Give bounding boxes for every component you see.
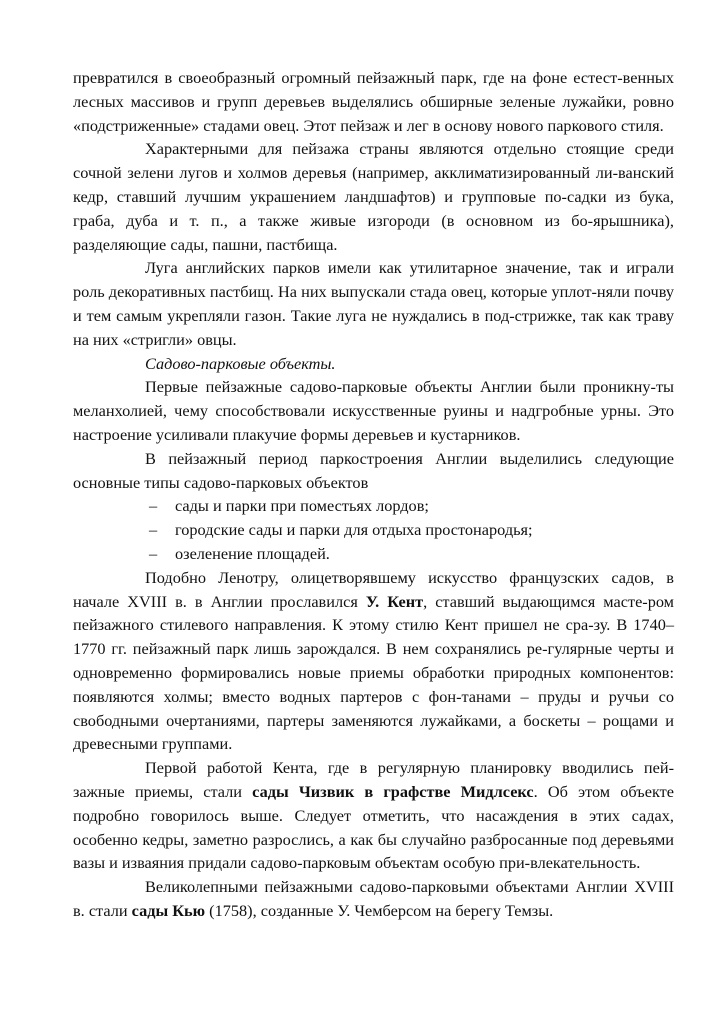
paragraph-3: Луга английских парков имели как утилитарное значение, так и играли роль декоративных пастбищ. На них выпускали стада овец, которые уплот-няли почву и тем самым укрепляли газон. Такие луга не нуждались в под-стрижке, так как траву на них «стригли» овцы. <box>73 258 674 349</box>
list-dash: – <box>149 496 158 516</box>
park-types-list <box>73 494 674 565</box>
list-item <box>73 542 674 566</box>
paragraph-8-text-a: Великолепными пейзажными садово-парковыми объектами Англии XVIII в. стали <box>73 877 674 920</box>
name-kent: У. Кент <box>365 591 424 611</box>
list-item-text: городские сады и парки для отдыха простонародья; <box>175 520 533 540</box>
paragraph-6-text-a: Подобно Ленотру, олицетворявшему искусство французских садов, в начале XVIII в. в Англии прославился <box>73 567 674 611</box>
kew-gardens-term: сады Кью <box>131 900 206 920</box>
paragraph-2: Характерными для пейзажа страны являются отдельно стоящие среди сочной зелени лугов и холмов деревья (например, акклиматизированный ли-ванский кедр, ставший лучшим украшением ландшафтов) и групповые по-садки из бука, граба, дуба и т. п., а также живые изгороди (в основном из бо-ярышника), разделяющие сады, пашни, пастбища. <box>73 139 674 254</box>
paragraph-6-text-c: , ставший выдающимся масте-ром пейзажного стилевого направления. К этому стилю Кент пришел не сра-зу. В 1740–1770 гг. пейзажный парк лишь зарождался. В нем сохранялись ре-гулярные черты и одновременно формировались новые приемы обработки природных компонентов: появляются холмы; вместо водных партеров с фон-танами – пруды и ручьи со свободными очертаниями, партеры заменяются лужайками, а боскеты – рощами и древесными группами. <box>73 591 674 754</box>
paragraph-7-text-a: Первой работой Кента, где в регулярную планировку вводились пей-зажные приемы, стали <box>73 758 674 801</box>
list-item <box>73 518 674 542</box>
document-page <box>73 66 674 923</box>
list-dash: – <box>149 520 158 540</box>
paragraph-7 <box>73 756 674 875</box>
paragraph-8 <box>73 875 674 923</box>
paragraph-8-text-c: (1758), созданные У. Чемберсом на берегу Темзы. <box>205 900 554 920</box>
paragraph-4: Первые пейзажные садово-парковые объекты Англии были проникну-ты меланхолией, чему способствовали искусственные руины и надгробные урны. Это настроение усиливали плакучие формы деревьев и кустарников. <box>73 377 674 444</box>
paragraph-1: превратился в своеобразный огромный пейзажный парк, где на фоне естест-венных лесных массивов и групп деревьев выделялись обширные зеленые лужайки, ровно «подстриженные» стадами овец. Этот пейзаж и лег в основу нового паркового стиля. <box>73 68 674 135</box>
list-item <box>73 494 674 518</box>
list-item-text: озеленение площадей. <box>175 543 330 563</box>
section-heading: Садово-парковые объекты. <box>145 353 336 373</box>
list-item-text: сады и парки при поместьях лордов; <box>175 496 429 516</box>
chiswick-gardens-term: сады Чизвик в графстве Мидлсекс <box>252 781 534 801</box>
paragraph-5: В пейзажный период паркостроения Англии выделились следующие основные типы садово-парковых объектов <box>73 448 674 492</box>
paragraph-6 <box>73 566 674 756</box>
paragraph-7-text-c: . Об этом объекте подробно говорилось выше. Следует отметить, что насаждения в этих садах, особенно кедры, заметно разрослись, а как бы случайно разбросанные под деревьями вазы и изваяния придали садово-парковым объектам особую при-влекательность. <box>73 781 674 873</box>
list-dash: – <box>149 543 158 563</box>
